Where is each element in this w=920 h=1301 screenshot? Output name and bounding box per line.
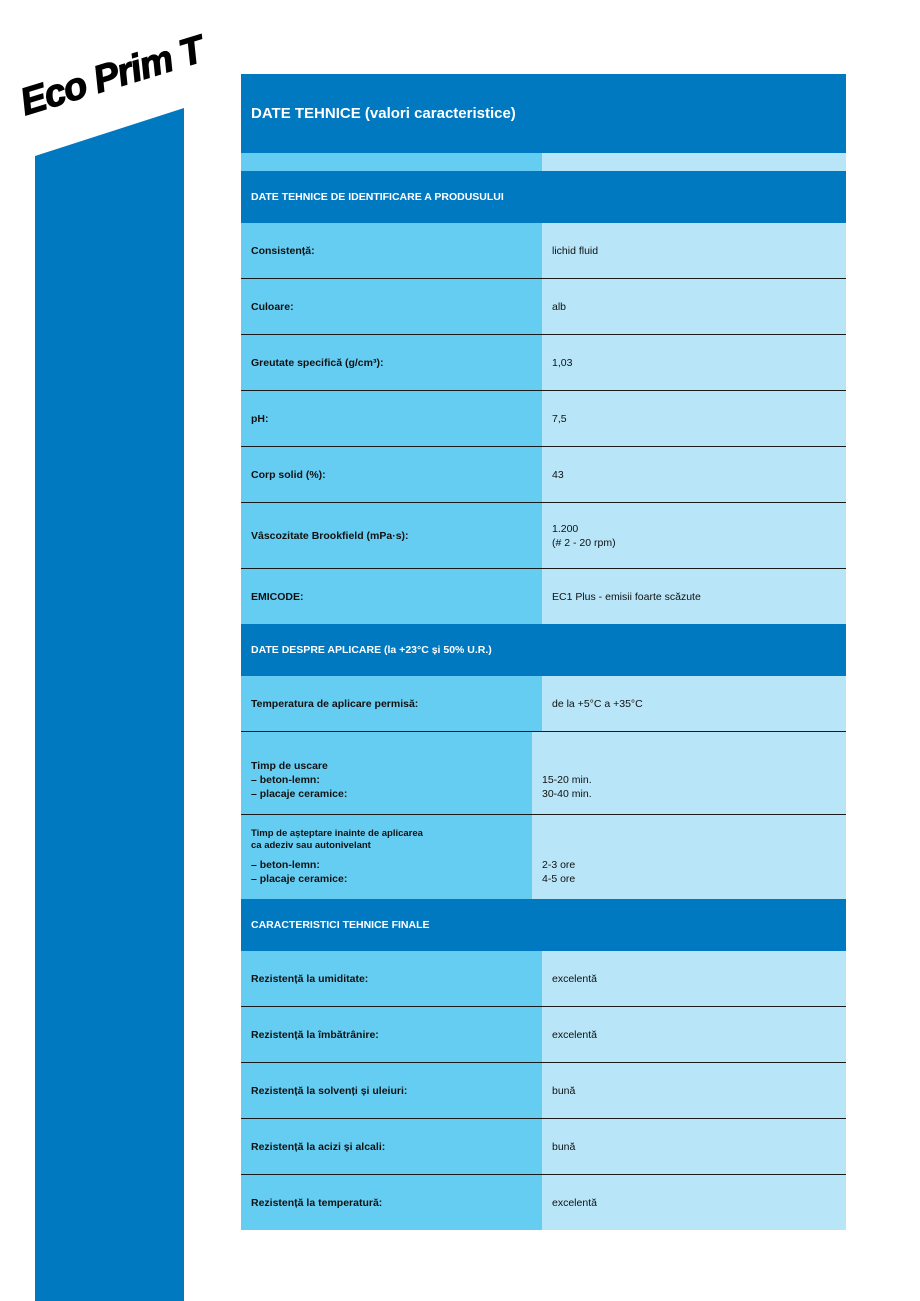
table-row bbox=[241, 732, 846, 815]
table-row bbox=[241, 1175, 846, 1230]
spacer-row bbox=[241, 153, 846, 171]
side-bar-decoration bbox=[35, 108, 184, 1301]
table-row bbox=[241, 447, 846, 503]
table-row bbox=[241, 279, 846, 335]
row-value: bună bbox=[542, 1063, 846, 1118]
row-label: EMICODE: bbox=[241, 569, 542, 624]
table-row bbox=[241, 1007, 846, 1063]
row-label-line: – placaje ceramice: bbox=[251, 873, 348, 885]
row-value-line: 2-3 ore bbox=[542, 859, 576, 871]
row-label: Culoare: bbox=[241, 279, 542, 334]
row-label: Rezistență la acizi și alcali: bbox=[241, 1119, 542, 1174]
row-value: bună bbox=[542, 1119, 846, 1174]
table-row bbox=[241, 335, 846, 391]
row-label-line: Timp de așteptare inainte de aplicarea bbox=[251, 828, 423, 839]
row-value: EC1 Plus - emisii foarte scăzute bbox=[542, 569, 846, 624]
row-value: excelentă bbox=[542, 1175, 846, 1230]
row-value: lichid fluid bbox=[542, 223, 846, 278]
row-label: Rezistență la îmbătrânire: bbox=[241, 1007, 542, 1062]
row-value-line: 15-20 min. bbox=[542, 774, 592, 786]
row-value bbox=[542, 503, 846, 568]
table-row bbox=[241, 951, 846, 1007]
row-label: Greutate specifică (g/cm³): bbox=[241, 335, 542, 390]
row-label: pH: bbox=[241, 391, 542, 446]
product-brand-logo: Eco Prim T bbox=[15, 28, 208, 125]
table-row bbox=[241, 815, 846, 899]
row-value: 1,03 bbox=[542, 335, 846, 390]
row-label-line: – placaje ceramice: bbox=[251, 788, 348, 800]
table-row bbox=[241, 391, 846, 447]
row-label: Rezistență la umiditate: bbox=[241, 951, 542, 1006]
row-label-line: ca adeziv sau autonivelant bbox=[251, 840, 371, 851]
row-label: Vâscozitate Brookfield (mPa·s): bbox=[241, 503, 542, 568]
table-row bbox=[241, 676, 846, 732]
row-label: Rezistență la solvenți și uleiuri: bbox=[241, 1063, 542, 1118]
row-value-line: 30-40 min. bbox=[542, 788, 592, 800]
row-label-line: – beton-lemn: bbox=[251, 859, 320, 871]
row-label: Temperatura de aplicare permisă: bbox=[241, 676, 542, 731]
row-label: Corp solid (%): bbox=[241, 447, 542, 502]
row-label-line: – beton-lemn: bbox=[251, 774, 320, 786]
table-row bbox=[241, 1119, 846, 1175]
row-value: alb bbox=[542, 279, 846, 334]
row-label: Consistență: bbox=[241, 223, 542, 278]
row-value bbox=[532, 732, 846, 814]
section-final: CARACTERISTICI TEHNICE FINALE bbox=[241, 899, 846, 951]
row-value bbox=[532, 815, 846, 899]
row-label-line: Timp de uscare bbox=[251, 760, 328, 772]
table-title: DATE TEHNICE (valori caracteristice) bbox=[241, 74, 846, 153]
table-row bbox=[241, 569, 846, 624]
table-row bbox=[241, 223, 846, 279]
row-value: excelentă bbox=[542, 951, 846, 1006]
row-value: de la +5°C a +35°C bbox=[542, 676, 846, 731]
section-application: DATE DESPRE APLICARE (la +23°C și 50% U.R.) bbox=[241, 624, 846, 676]
section-identification: DATE TEHNICE DE IDENTIFICARE A PRODUSULUI bbox=[241, 171, 846, 223]
row-value-line: (# 2 - 20 rpm) bbox=[552, 536, 616, 549]
row-value-line: 4-5 ore bbox=[542, 873, 576, 885]
row-label bbox=[241, 732, 532, 814]
table-row bbox=[241, 1063, 846, 1119]
row-label: Rezistență la temperatură: bbox=[241, 1175, 542, 1230]
row-label bbox=[241, 815, 532, 899]
row-value: 43 bbox=[542, 447, 846, 502]
table-row bbox=[241, 503, 846, 569]
row-value: 7,5 bbox=[542, 391, 846, 446]
technical-data-table bbox=[241, 74, 846, 1230]
row-value-line: 1.200 bbox=[552, 522, 579, 535]
row-value: excelentă bbox=[542, 1007, 846, 1062]
